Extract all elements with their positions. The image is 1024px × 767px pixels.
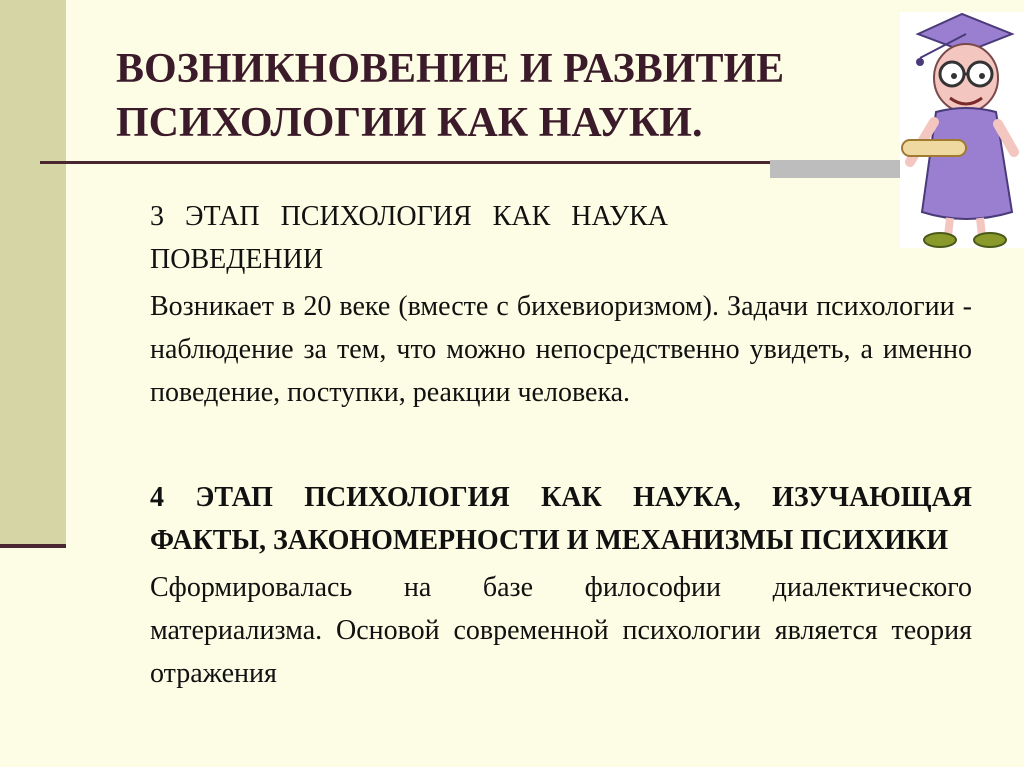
- title-line-1: ВОЗНИКНОВЕНИЕ И РАЗВИТИЕ: [116, 46, 785, 92]
- sidebar-panel: [0, 0, 66, 545]
- stage3-heading-line2: ПОВЕДЕНИИ: [150, 244, 324, 275]
- slide-body: [150, 195, 972, 695]
- title-divider-accent: [770, 160, 915, 178]
- title-line-2: ПСИХОЛОГИИ КАК НАУКИ.: [116, 100, 703, 146]
- stage4-description: Сформировалась на базе философии диалектического материализма. Основой современной психологии является теория отражения: [150, 572, 972, 689]
- stage3-heading-line1: 3 ЭТАП ПСИХОЛОГИЯ КАК НАУКА: [150, 201, 668, 232]
- slide-title: [116, 42, 876, 150]
- graduate-mascot-icon: [900, 12, 1024, 248]
- stage3-heading: [150, 195, 972, 281]
- stage4-heading: 4 ЭТАП ПСИХОЛОГИЯ КАК НАУКА, ИЗУЧАЮЩАЯ ФАКТЫ, ЗАКОНОМЕРНОСТИ И МЕХАНИЗМЫ ПСИХИКИ: [150, 482, 972, 556]
- graduate-mascot-illustration: [900, 12, 1024, 248]
- sidebar-underline: [0, 544, 66, 548]
- stage3-description: Возникает в 20 веке (вместе с бихевиоризмом). Задачи психологии - наблюдение за тем, что можно непосредственно увидеть, а именно поведение, поступки, реакции человека.: [150, 291, 972, 408]
